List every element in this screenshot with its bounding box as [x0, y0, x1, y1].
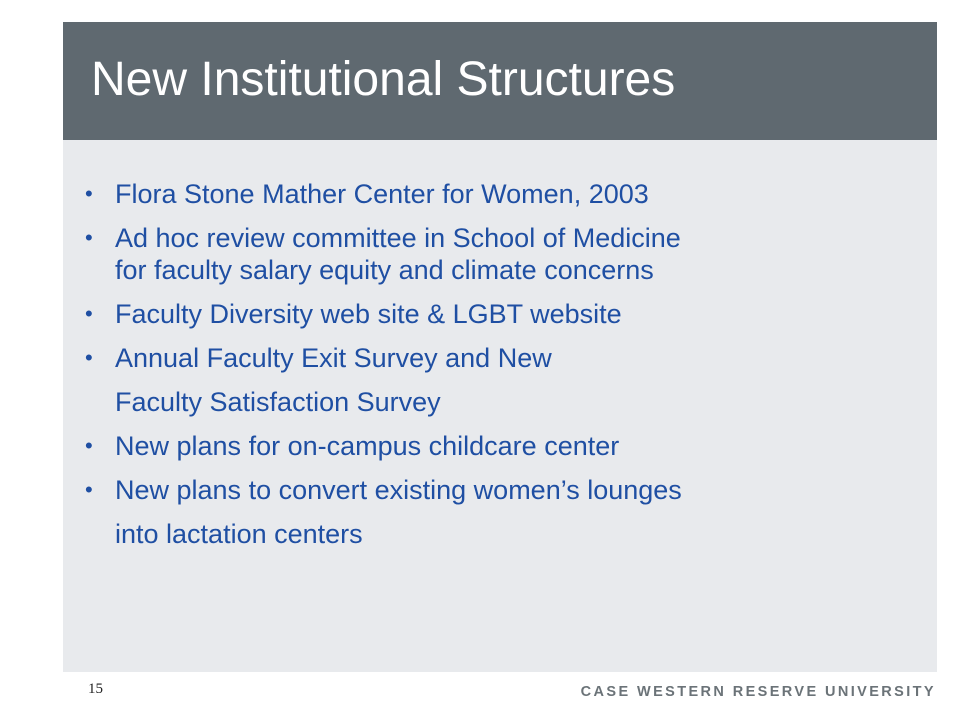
bullet-text: Annual Faculty Exit Survey and New — [115, 343, 552, 373]
page-number: 15 — [88, 681, 103, 697]
slide-title: New Institutional Structures — [91, 53, 676, 106]
bullet-text: Faculty Satisfaction Survey — [115, 387, 441, 417]
bullet-text: New plans for on-campus childcare center — [115, 431, 620, 461]
bullet-text: for faculty salary equity and climate concerns — [115, 255, 654, 285]
bullet-item — [81, 298, 921, 330]
bullet-text: Faculty Diversity web site & LGBT website — [115, 299, 622, 329]
bullet-dot: • — [85, 345, 93, 370]
university-logo-text: CASE WESTERN RESERVE UNIVERSITY — [580, 684, 936, 700]
bullet-item — [81, 430, 921, 462]
bullet-item — [81, 342, 921, 418]
bullet-dot: • — [85, 181, 93, 206]
title-band — [63, 22, 937, 140]
bullet-list — [81, 178, 921, 562]
bullet-item — [81, 178, 921, 210]
content-panel — [63, 140, 937, 672]
bullet-text: New plans to convert existing women’s lounges — [115, 475, 682, 505]
bullet-dot: • — [85, 301, 93, 326]
bullet-text: Ad hoc review committee in School of Medicine — [115, 223, 681, 253]
bullet-dot: • — [85, 433, 93, 458]
bullet-text: into lactation centers — [115, 519, 363, 549]
bullet-item — [81, 474, 921, 550]
bullet-dot: • — [85, 225, 93, 250]
bullet-item — [81, 222, 921, 286]
bullet-dot: • — [85, 477, 93, 502]
bullet-text: Flora Stone Mather Center for Women, 2003 — [115, 179, 649, 209]
